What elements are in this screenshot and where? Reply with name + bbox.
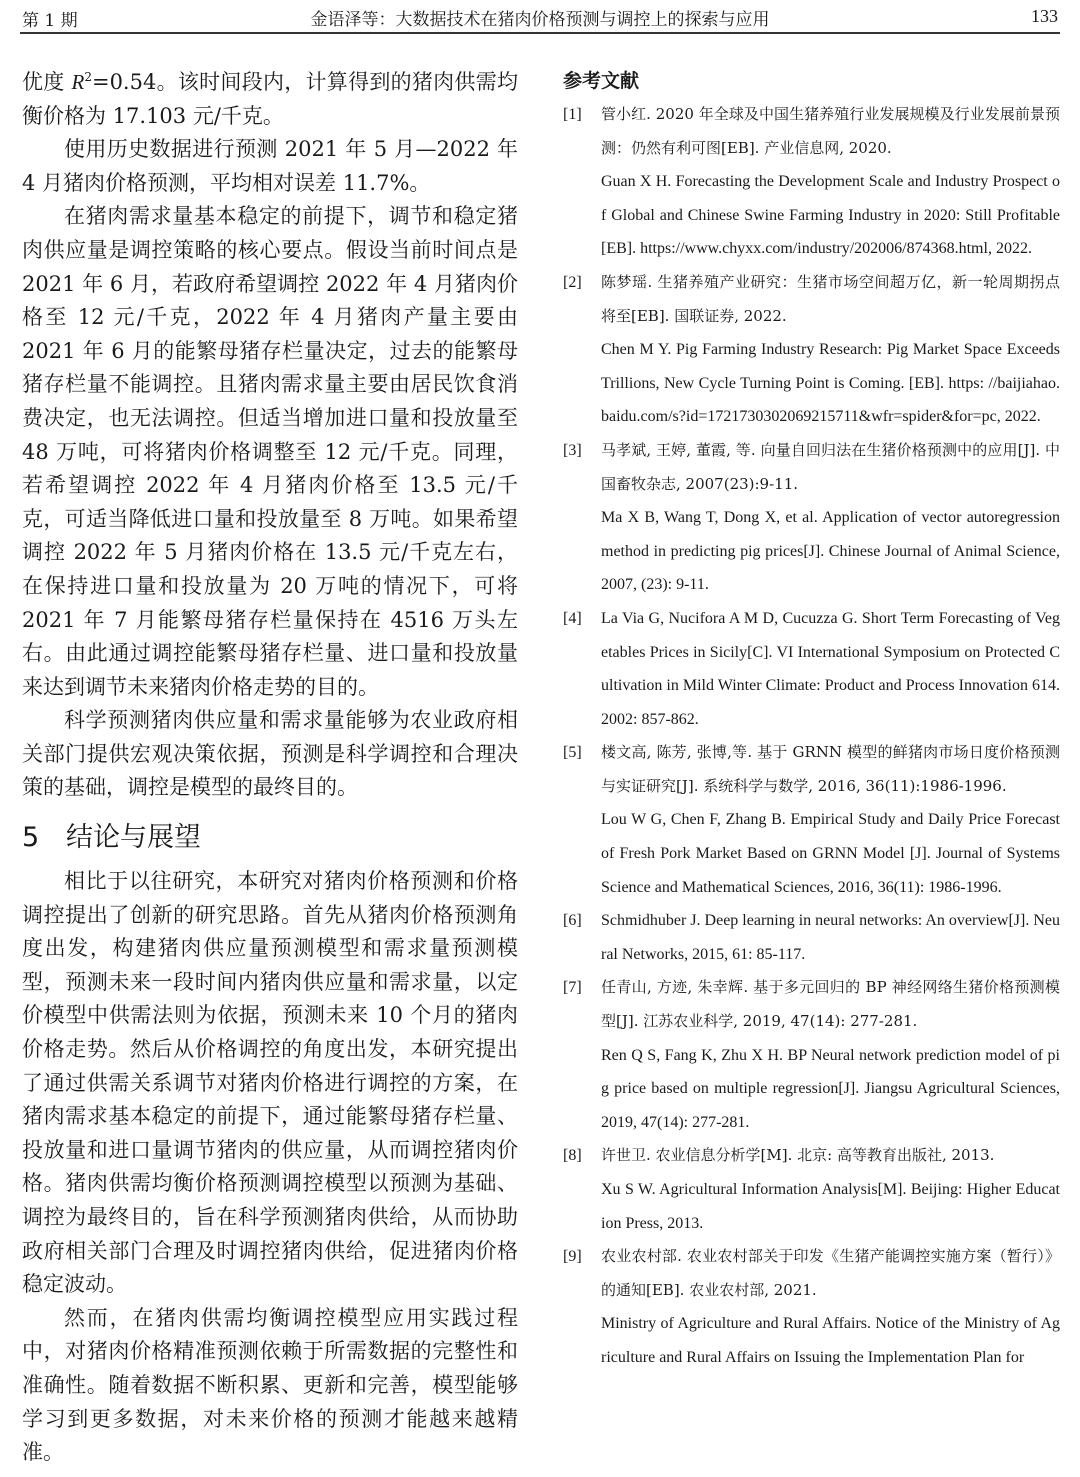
reference-number: [3] <box>563 441 582 459</box>
reference-zh: 任青山, 方迹, 朱幸辉. 基于多元回归的 BP 神经网络生猪价格预测模型[J]. 江苏农业科学, 2019, 47(14): 277-281. <box>601 978 1060 1031</box>
reference-zh: 马孝斌, 王婷, 董霞, 等. 向量自回归法在生猪价格预测中的应用[J]. 中国畜牧杂志, 2007(23):9-11. <box>601 440 1060 493</box>
reference-number: [8] <box>563 1147 582 1165</box>
reference-zh: 农业农村部. 农业农村部关于印发《生猪产能调控实施方案（暂行）》的通知[EB]. 农业农村部, 2021. <box>601 1247 1060 1299</box>
reference-en: Guan X H. Forecasting the Development Scale and Industry Prospect of Global and Chinese Swine Farming Industry in 2020: Still Profitable [EB]. https://www.chyxx.com/industry/202006/874368.html, 2022. <box>601 173 1060 258</box>
paragraph: 优度 $R^2=0.54$。该时间段内，计算得到的猪肉供需均衡价格为 17.103 元/千克。 <box>22 70 518 128</box>
page-number: 133 <box>1031 6 1058 26</box>
reference-en: Lou W G, Chen F, Zhang B. Empirical Study and Daily Price Forecast of Fresh Pork Market Based on GRNN Model [J]. Journal of Systems Science and Mathematical Sciences, 2016, 36(11): 1986-1996. <box>601 811 1060 896</box>
reference-en: La Via G, Nucifora A M D, Cucuzza G. Short Term Forecasting of Vegetables Prices in Sicily[C]. VI International Symposium on Protected Cultivation in Mild Winter Climate: Product and Process Innovation 614. 2002: 857-862. <box>601 609 1060 728</box>
reference-item <box>563 602 1060 736</box>
reference-zh: 楼文高, 陈芳, 张博,等. 基于 GRNN 模型的鲜猪肉市场日度价格预测与实证研究[J]. 系统科学与数学, 2016, 36(11):1986-1996. <box>601 743 1060 795</box>
reference-number: [7] <box>563 979 582 997</box>
reference-en: Ma X B, Wang T, Dong X, et al. Application of vector autoregression method in predicting pig prices[J]. Chinese Journal of Animal Science, 2007, (23): 9-11. <box>601 509 1060 594</box>
paragraph: 相比于以往研究，本研究对猪肉价格预测和价格调控提出了创新的研究思路。首先从猪肉价格预测角度出发，构建猪肉供应量预测模型和需求量预测模型，预测未来一段时间内猪肉供应量和需求量，以定价模型中供需法则为依据，预测未来 10 个月的猪肉价格走势。然后从价格调控的角度出发，本研究提出了通过供需关系调节对猪肉价格进行调控的方案，在猪肉需求基本稳定的前提下，通过能繁母猪存栏量、投放量和进口量调节猪肉的供应量，从而调控猪肉价格。猪肉供需均衡价格预测调控模型以预测为基础、调控为最终目的，旨在科学预测猪肉供给，从而协助政府相关部门合理及时调控猪肉供给，促进猪肉价格稳定波动。 <box>22 869 518 1297</box>
paragraph: 然而，在猪肉供需均衡调控模型应用实践过程中，对猪肉价格精准预测依赖于所需数据的完整性和准确性。随着数据不断积累、更新和完善，模型能够学习到更多数据，对未来价格的预测才能越来越精准。 <box>22 1305 518 1465</box>
reference-zh: 许世卫. 农业信息分析学[M]. 北京: 高等教育出版社, 2013. <box>601 1146 995 1165</box>
running-title: 金语泽等：大数据技术在猪肉价格预测与调控上的探索与应用 <box>310 10 770 30</box>
reference-number: [5] <box>563 744 582 762</box>
reference-number: [2] <box>563 273 582 291</box>
references-title: 参考文献 <box>563 70 640 92</box>
reference-number: [4] <box>563 609 582 627</box>
reference-en: Ministry of Agriculture and Rural Affairs. Notice of the Ministry of Agriculture and Rural Affairs on Issuing the Implementation Plan for <box>601 1315 1060 1366</box>
reference-en: Chen M Y. Pig Farming Industry Research: Pig Market Space Exceeds Trillions, New Cycle Turning Point is Coming. [EB]. https: //baijiahao.baidu.com/s?id=1721730302069215711&wfr=spider&for=pc, 2022. <box>601 341 1060 426</box>
reference-en: Schmidhuber J. Deep learning in neural networks: An overview[J]. Neural Networks, 2015, 61: 85-117. <box>601 912 1060 963</box>
reference-en: Ren Q S, Fang K, Zhu X H. BP Neural network prediction model of pig price based on multiple regression[J]. Jiangsu Agricultural Sciences, 2019, 47(14): 277-281. <box>601 1046 1060 1131</box>
reference-number: [1] <box>563 106 582 123</box>
reference-item <box>563 904 1060 971</box>
reference-zh: 陈梦瑶. 生猪养殖产业研究：生猪市场空间超万亿，新一轮周期拐点将至[EB]. 国联证券, 2022. <box>601 272 1060 325</box>
references-column <box>563 64 1060 1375</box>
reference-item <box>563 434 1060 602</box>
section-heading: 5 结论与展望 <box>22 822 201 854</box>
reference-number: [9] <box>563 1248 582 1266</box>
paragraph: 科学预测猪肉供应量和需求量能够为农业政府相关部门提供宏观决策依据，预测是科学调控和合理决策的基础，调控是模型的最终目的。 <box>22 708 518 800</box>
reference-item <box>563 1240 1060 1374</box>
running-header <box>20 4 1060 30</box>
reference-en: Xu S W. Agricultural Information Analysis[M]. Beijing: Higher Education Press, 2013. <box>601 1181 1060 1232</box>
reference-zh: 管小红. 2020 年全球及中国生猪养殖行业发展规模及行业发展前景预测：仍然有利可图[EB]. 产业信息网, 2020. <box>601 105 1060 157</box>
reference-item <box>563 971 1060 1139</box>
reference-item <box>563 736 1060 904</box>
reference-item <box>563 266 1060 434</box>
paragraph: 在猪肉需求量基本稳定的前提下，调节和稳定猪肉供应量是调控策略的核心要点。假设当前时间点是 2021 年 6 月，若政府希望调控 2022 年 4 月猪肉价格至 12 元/千克，2022 年 4 月猪肉产量主要由 2021 年 6 月的能繁母猪存栏量决定，过去的能繁母猪存栏量不能调控。且猪肉需求量主要由居民饮食消费决定，也无法调控。但适当增加进口量和投放量至 48 万吨，可将猪肉价格调整至 12 元/千克。同理，若希望调控 2022 年 4 月猪肉价格至 13.5 元/千克，可适当降低进口量和投放量至 8 万吨。如果希望调控 2022 年 5 月猪肉价格在 13.5 元/千克左右，在保持进口量和投放量为 20 万吨的情况下，可将 2021 年 7 月能繁母猪存栏量保持在 4516 万头左右。由此通过调控能繁母猪存栏量、进口量和投放量来达到调节未来猪肉价格走势的目的。 <box>22 204 518 699</box>
paragraph: 使用历史数据进行预测 2021 年 5 月—2022 年 4 月猪肉价格预测，平均相对误差 11.7%。 <box>22 137 518 195</box>
reference-number: [6] <box>563 912 582 930</box>
reference-item <box>563 98 1060 266</box>
issue-label: 第 1 期 <box>22 11 78 31</box>
reference-item <box>563 1139 1060 1240</box>
header-rule <box>20 32 1060 34</box>
left-column <box>22 66 518 1470</box>
